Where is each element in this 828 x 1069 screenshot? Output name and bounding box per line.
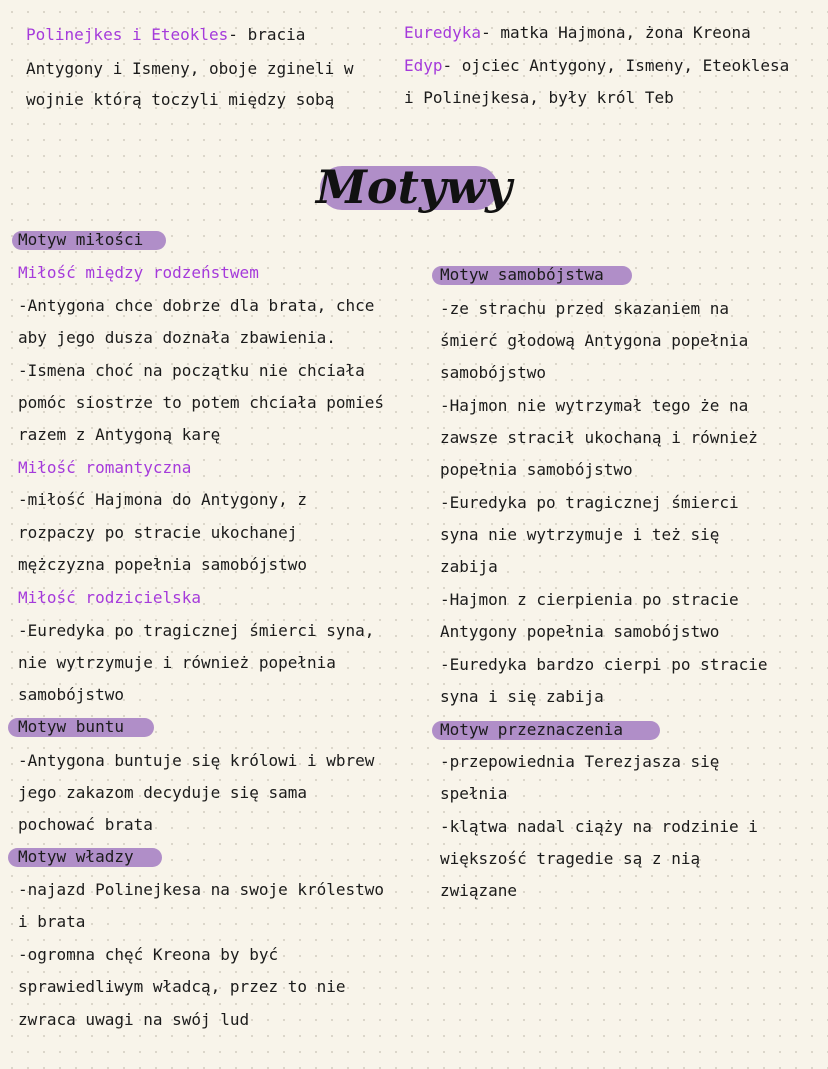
section-heading-przeznaczenia: Motyw przeznaczenia bbox=[440, 720, 624, 739]
text-line: -Hajmon z cierpienia po stracie bbox=[440, 590, 739, 609]
text-line: popełnia samobójstwo bbox=[440, 460, 633, 479]
text-line: -przepowiednia Terezjasza się bbox=[440, 752, 720, 771]
text-line: pochować brata bbox=[18, 815, 153, 834]
subheading-rodzenstwo: Miłość między rodzeństwem bbox=[18, 263, 259, 282]
text-line: -Antygona chce dobrze dla brata, chce bbox=[18, 296, 375, 315]
text-line: -Euredyka po tragicznej śmierci syna, bbox=[18, 621, 375, 640]
text-line: spełnia bbox=[440, 784, 508, 803]
text-line: sprawiedliwym władcą, przez to nie bbox=[18, 977, 346, 996]
subheading-romantyczna: Miłość romantyczna bbox=[18, 458, 192, 477]
character-desc: - bracia bbox=[228, 25, 306, 44]
page-title: Motywy bbox=[316, 160, 512, 214]
text-line: syna nie wytrzymuje i też się bbox=[440, 525, 720, 544]
text-line: aby jego dusza doznała zbawienia. bbox=[18, 328, 336, 347]
subheading-rodzicielska: Miłość rodzicielska bbox=[18, 588, 202, 607]
text-line: -najazd Polinejkesa na swoje królestwo bbox=[18, 880, 385, 899]
top-left-heading-line bbox=[26, 25, 305, 45]
section-heading-milosci: Motyw miłości bbox=[18, 230, 144, 249]
text-line: jego zakazom decyduje się sama bbox=[18, 783, 307, 802]
text-line: -miłość Hajmona do Antygony, z bbox=[18, 490, 307, 509]
text-line: -Hajmon nie wytrzymał tego że na bbox=[440, 396, 749, 415]
section-heading-buntu: Motyw buntu bbox=[18, 717, 124, 736]
text-line: nie wytrzymuje i również popełnia bbox=[18, 653, 336, 672]
text-line: zwraca uwagi na swój lud bbox=[18, 1010, 250, 1029]
text-line: i brata bbox=[18, 912, 86, 931]
text-line: -Antygona buntuje się królowi i wbrew bbox=[18, 751, 375, 770]
text-line: śmierć głodową Antygona popełnia bbox=[440, 331, 749, 350]
title-block bbox=[316, 152, 512, 224]
text-line: -ze strachu przed skazaniem na bbox=[440, 299, 729, 318]
character-desc: - ojciec Antygony, Ismeny, Eteoklesa bbox=[442, 56, 790, 75]
character-desc: - matka Hajmona, żona Kreona bbox=[481, 23, 751, 42]
character-name-edyp: Edyp bbox=[404, 56, 443, 75]
text-line: syna i się zabija bbox=[440, 687, 604, 706]
section-heading-samobojstwa: Motyw samobójstwa bbox=[440, 265, 604, 284]
text-line: zabija bbox=[440, 557, 498, 576]
text-line: -ogromna chęć Kreona by być bbox=[18, 945, 279, 964]
top-right-euredyka-line bbox=[404, 23, 751, 43]
text-line: razem z Antygoną karę bbox=[18, 425, 221, 444]
text-line: -klątwa nadal ciąży na rodzinie i bbox=[440, 817, 758, 836]
character-name-polinejkes-eteokles: Polinejkes i Eteokles bbox=[26, 25, 229, 44]
text-line: samobójstwo bbox=[440, 363, 546, 382]
top-right-edyp-line bbox=[404, 56, 789, 76]
text-line: samobójstwo bbox=[18, 685, 124, 704]
text-line: -Euredyka po tragicznej śmierci bbox=[440, 493, 739, 512]
text-line: -Ismena choć na początku nie chciała bbox=[18, 361, 365, 380]
text-line: większość tragedie są z nią bbox=[440, 849, 701, 868]
text-line: związane bbox=[440, 881, 518, 900]
character-name-euredyka: Euredyka bbox=[404, 23, 482, 42]
text-line: pomóc siostrze to potem chciała pomieś bbox=[18, 393, 385, 412]
text-line: zawsze stracił ukochaną i również bbox=[440, 428, 758, 447]
section-heading-wladzy: Motyw władzy bbox=[18, 847, 134, 866]
text-line: -Euredyka bardzo cierpi po stracie bbox=[440, 655, 768, 674]
text-line: mężczyzna popełnia samobójstwo bbox=[18, 555, 307, 574]
text-line: Antygony popełnia samobójstwo bbox=[440, 622, 720, 641]
text-line: rozpaczy po stracie ukochanej bbox=[18, 523, 298, 542]
text-line: i Polinejkesa, były król Teb bbox=[404, 88, 674, 107]
text-line: wojnie którą toczyli między sobą bbox=[26, 90, 335, 109]
text-line: Antygony i Ismeny, oboje zgineli w bbox=[26, 59, 354, 78]
